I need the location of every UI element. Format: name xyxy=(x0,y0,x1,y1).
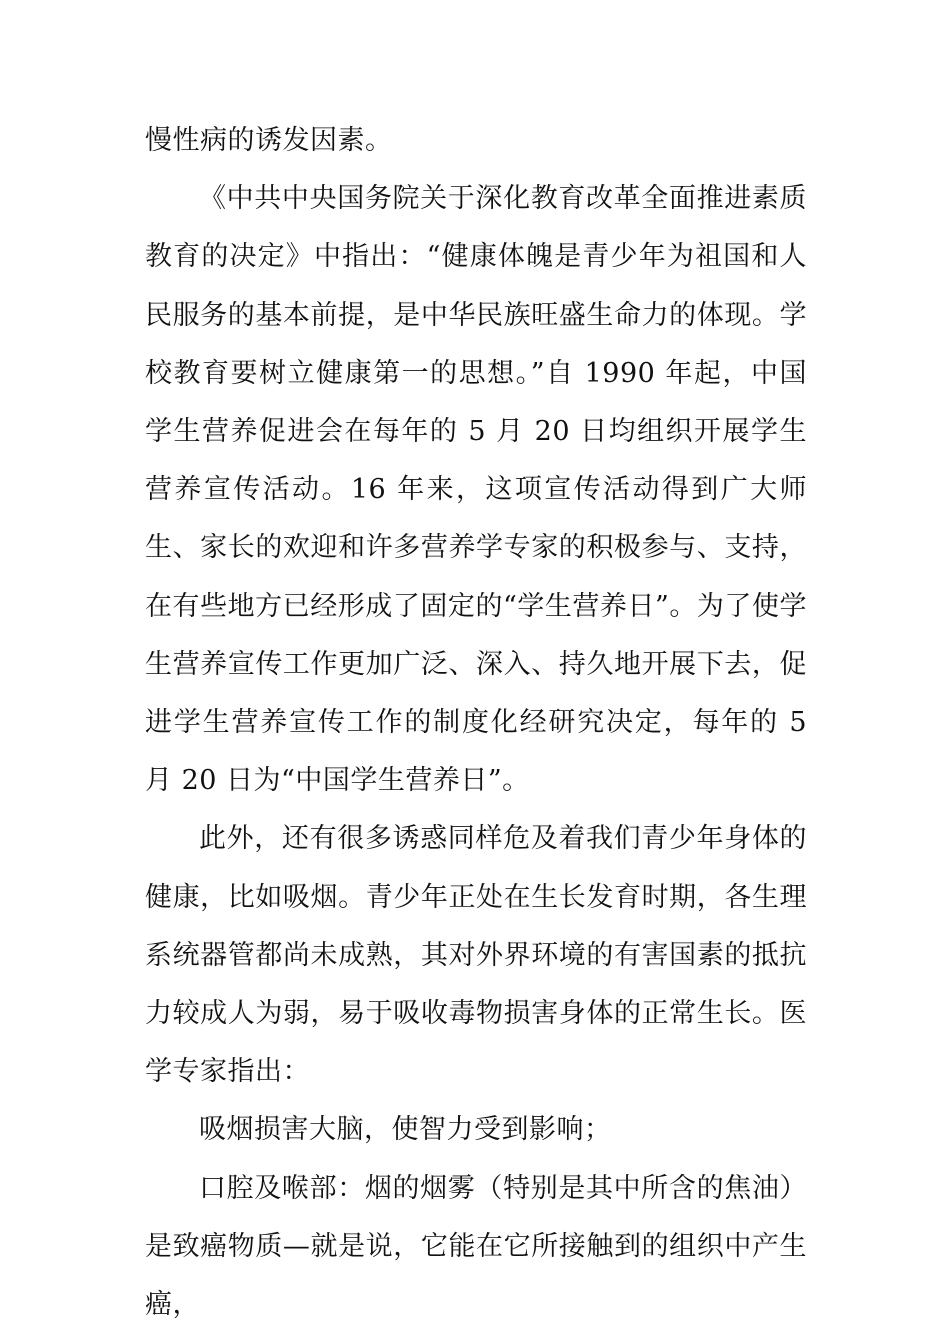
paragraph-4: 吸烟损害大脑，使智力受到影响； xyxy=(199,1114,612,1146)
document-body xyxy=(145,112,807,1334)
paragraph-2: 《中共中央国务院关于深化教育改革全面推进素质教育的决定》中指出：“健康体魄是青少年为祖国和人民服务的基本前提，是中华民族旺盛生命力的体现。学校教育要树立健康第一的思想。”自 1990 年起，中国学生营养促进会在每年的 5 月 20 日均组织开展学生营养宣传活动。16 年来，这项宣传活动得到广大师生、家长的欢迎和许多营养学专家的积极参与、支持，在有些地方已经形成了固定的“学生营养日”。为了使学生营养宣传工作更加广泛、深入、持久地开展下去，促进学生营养宣传工作的制度化经研究决定，每年的 5 月 20 日为“中国学生营养日”。 xyxy=(145,183,807,797)
paragraph-3: 此外，还有很多诱惑同样危及着我们青少年身体的健康，比如吸烟。青少年正处在生长发育时期，各生理系统器管都尚未成熟，其对外界环境的有害国素的抵抗力较成人为弱，易于吸收毒物损害身体的正常生长。医学专家指出： xyxy=(145,823,807,1088)
paragraph-1: 慢性病的诱发因素。 xyxy=(145,125,393,156)
paragraph-5: 口腔及喉部：烟的烟雾（特别是其中所含的焦油）是致癌物质—就是说，它能在它所接触到的组织中产生癌， xyxy=(145,1172,807,1321)
